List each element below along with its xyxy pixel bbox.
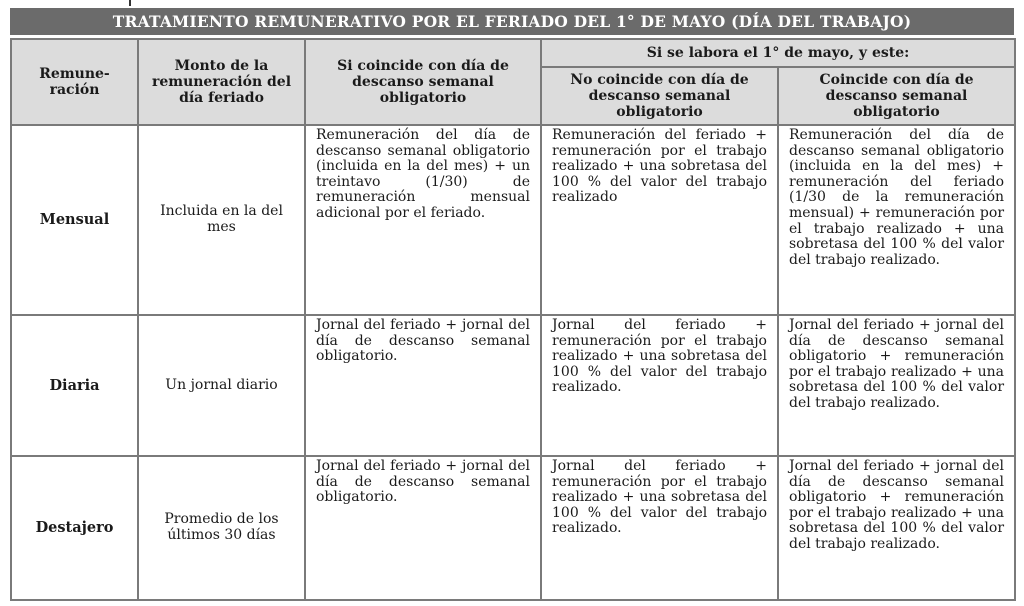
row-coincide-labora: Jornal del feriado + jornal del día de descanso semanal obligatorio + remuneración por el trabajo realizado + una sobretasa del 100 % del valor del trabajo realizado.: [778, 456, 1015, 600]
row-monto: Un jornal diario: [138, 315, 305, 456]
table-row: [11, 125, 1015, 315]
row-no-coincide: Jornal del feriado + remuneración por el trabajo realizado + una sobretasa del 100 % del valor del trabajo realizado.: [541, 315, 778, 456]
page-edge-mark: [129, 0, 131, 6]
header-monto: Monto de la remuneración del día feriado: [138, 39, 305, 125]
header-labora: Si se labora el 1° de mayo, y este:: [541, 39, 1015, 67]
row-no-coincide: Jornal del feriado + remuneración por el trabajo realizado + una sobretasa del 100 % del valor del trabajo realizado.: [541, 456, 778, 600]
table-row: [11, 456, 1015, 600]
row-coincide: Jornal del feriado + jornal del día de descanso semanal obligatorio.: [305, 315, 541, 456]
table-row: [11, 315, 1015, 456]
row-tipo: Mensual: [11, 125, 138, 315]
remuneration-table: [10, 38, 1016, 601]
header-coincide: Si coincide con día de descanso semanal obligatorio: [305, 39, 541, 125]
row-tipo: Diaria: [11, 315, 138, 456]
row-tipo: Destajero: [11, 456, 138, 600]
row-no-coincide: Remuneración del feriado + remuneración por el trabajo realizado + una sobretasa del 100 % del valor del trabajo realizado: [541, 125, 778, 315]
header-remuneracion: Remune-ración: [11, 39, 138, 125]
table-title: TRATAMIENTO REMUNERATIVO POR EL FERIADO DEL 1° DE MAYO (DÍA DEL TRABAJO): [10, 8, 1014, 35]
header-coincide-labora: Coincide con día de descanso semanal obligatorio: [778, 67, 1015, 125]
row-coincide: Jornal del feriado + jornal del día de descanso semanal obligatorio.: [305, 456, 541, 600]
row-coincide-labora: Remuneración del día de descanso semanal obligatorio (incluida en la del mes) + remuneración del feriado (1/30 de la remuneración mensual) + remuneración por el trabajo realizado + una sobretasa del 100 % del valor del trabajo realizado.: [778, 125, 1015, 315]
row-monto: Promedio de los últimos 30 días: [138, 456, 305, 600]
row-coincide: Remuneración del día de descanso semanal obligatorio (incluida en la del mes) + un treintavo (1/30) de remuneración mensual adicional por el feriado.: [305, 125, 541, 315]
row-monto: Incluida en la del mes: [138, 125, 305, 315]
row-coincide-labora: Jornal del feriado + jornal del día de descanso semanal obligatorio + remuneración por el trabajo realizado + una sobretasa del 100 % del valor del trabajo realizado.: [778, 315, 1015, 456]
header-no-coincide: No coincide con día de descanso semanal obligatorio: [541, 67, 778, 125]
